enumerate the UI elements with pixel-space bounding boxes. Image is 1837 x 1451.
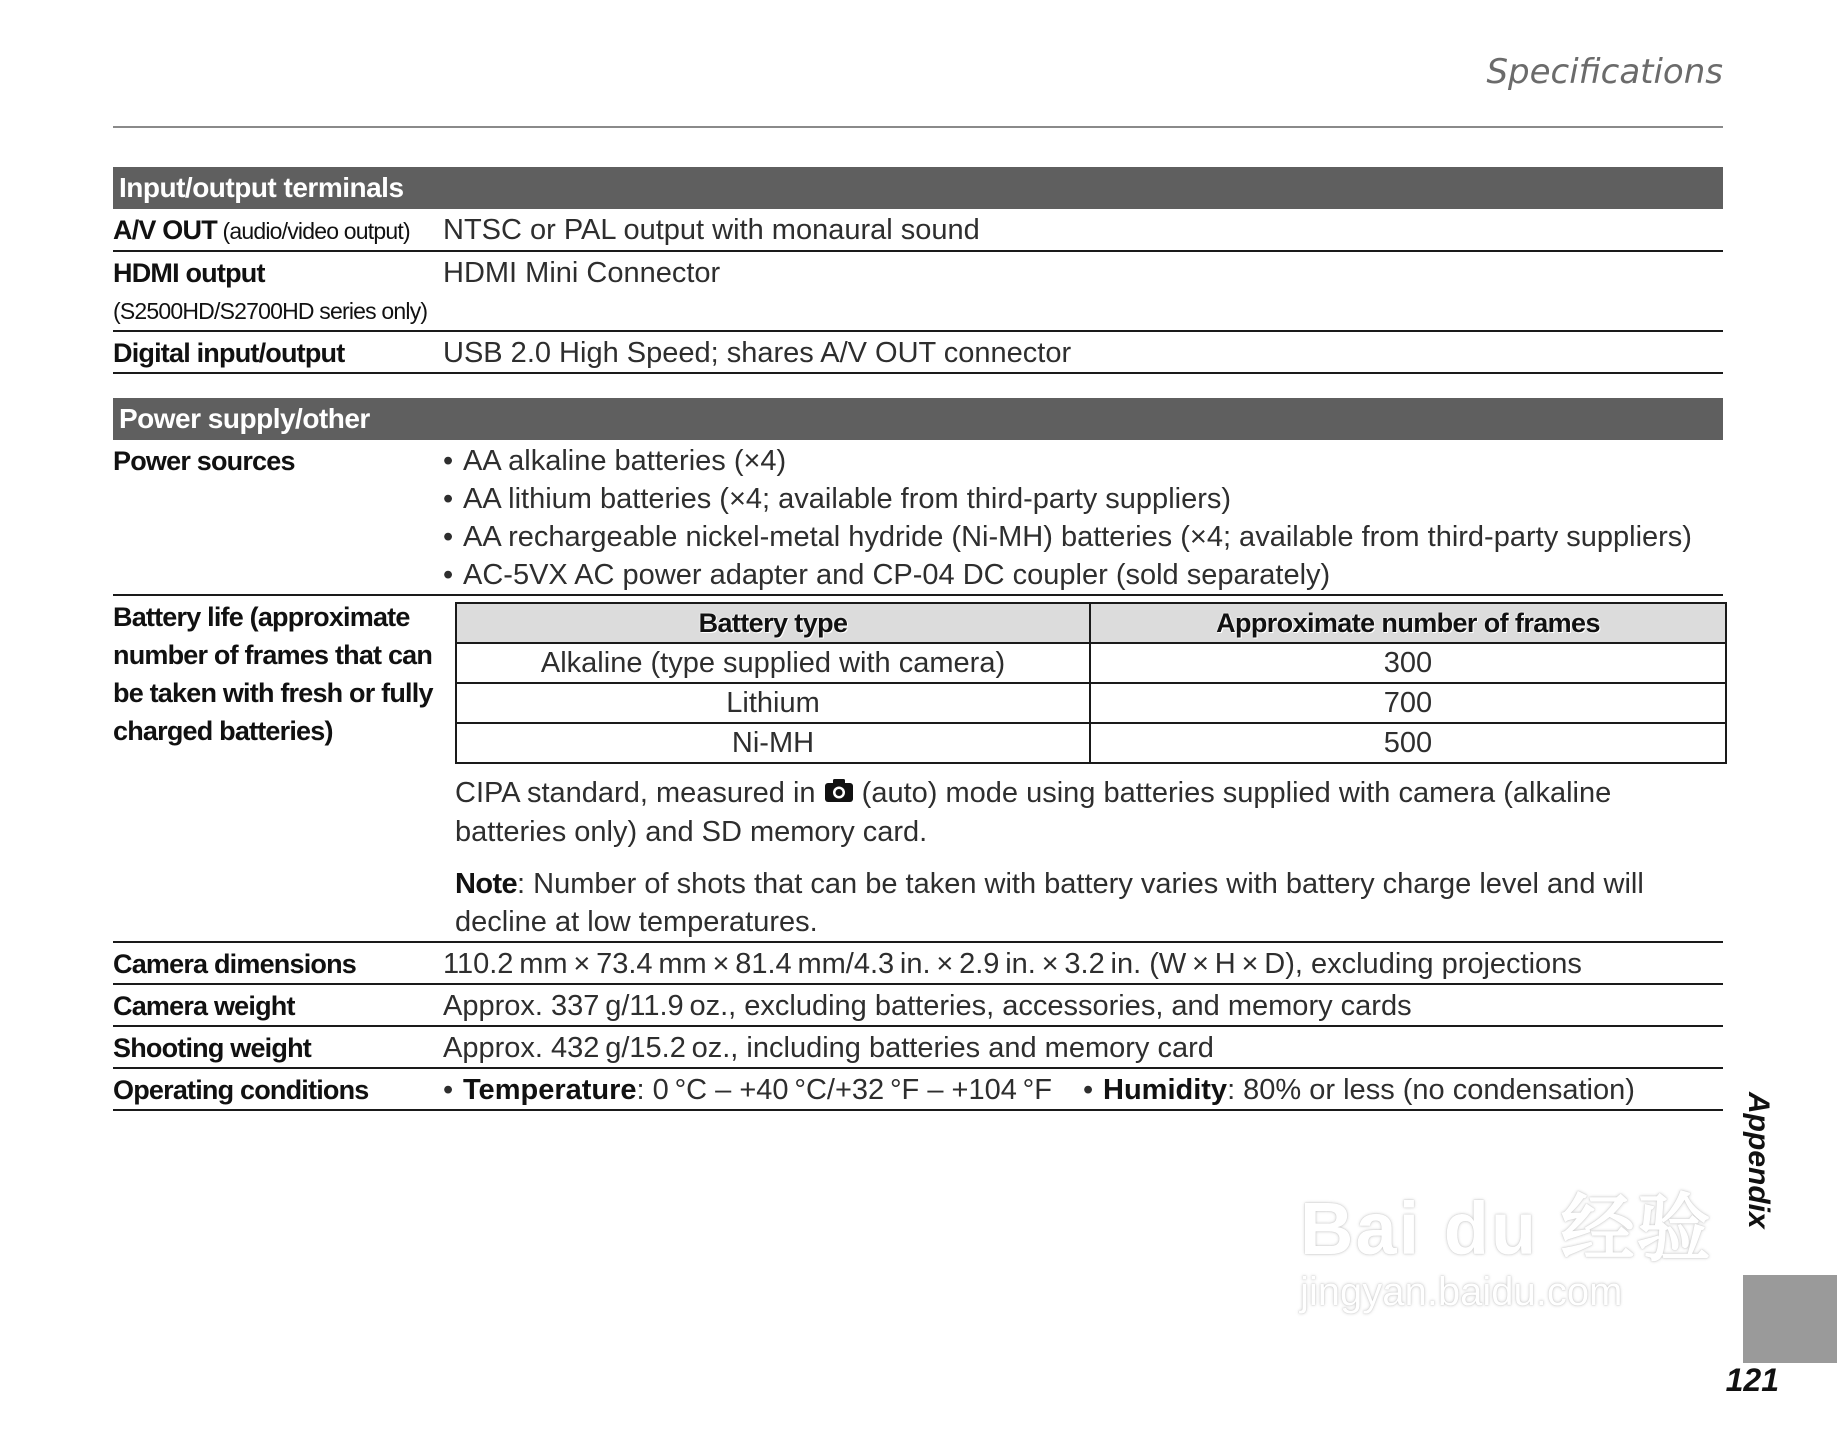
appendix-side-label: Appendix xyxy=(1742,1092,1775,1229)
table-cell: 300 xyxy=(1090,643,1726,683)
spec-label: Operating conditions xyxy=(113,1075,369,1106)
section-heading: Input/output terminals xyxy=(113,167,1723,209)
spec-value: • Temperature: 0 °C – +40 °C/+32 °F – +104 °F • Humidity: 80% or less (no condensation) xyxy=(443,1074,1635,1107)
spec-row-shooting-weight xyxy=(113,1027,1723,1069)
spec-label: Power sources xyxy=(113,446,295,476)
spec-label: Battery life (approximate number of frames that can be taken with fresh or fully charged batteries) xyxy=(113,602,433,746)
table-cell: Alkaline (type supplied with camera) xyxy=(456,643,1090,683)
spec-row-dimensions xyxy=(113,943,1723,985)
power-section xyxy=(113,398,1723,1111)
spec-value: Approx. 337 g/11.9 oz., excluding batteries, accessories, and memory cards xyxy=(443,990,1412,1023)
list-item: • AA alkaline batteries (×4) xyxy=(443,445,787,477)
list-item: • AC-5VX AC power adapter and CP-04 DC coupler (sold separately) xyxy=(443,559,1331,591)
label-main: A/V OUT xyxy=(113,215,217,245)
spec-row-av-out xyxy=(113,209,1723,252)
spec-value: NTSC or PAL output with monaural sound xyxy=(443,214,980,246)
temperature-label: Temperature xyxy=(463,1074,637,1107)
spec-value: HDMI Mini Connector xyxy=(443,257,721,289)
table-row xyxy=(456,683,1726,723)
label-sub: (S2500HD/S2700HD series only) xyxy=(113,298,428,324)
appendix-tab xyxy=(1743,1275,1837,1363)
note-paragraph: Note: Number of shots that can be taken with battery varies with battery charge level and will decline at low temperatures. xyxy=(455,868,1644,939)
spec-row-digital xyxy=(113,332,1723,374)
spec-label: Camera weight xyxy=(113,991,295,1022)
table-row xyxy=(456,643,1726,683)
watermark-brand: Bai du 经验 xyxy=(1300,1187,1713,1270)
watermark xyxy=(1300,1170,1713,1315)
column-header: Approximate number of frames xyxy=(1090,603,1726,643)
battery-table xyxy=(455,602,1727,764)
page-number: 121 xyxy=(1725,1362,1779,1398)
spec-row-battery-life xyxy=(113,596,1723,943)
table-cell: 500 xyxy=(1090,723,1726,763)
table-header-row xyxy=(456,603,1726,643)
label-sub: (audio/video output) xyxy=(216,218,410,244)
label-main: HDMI output xyxy=(113,258,265,288)
spec-value: Approx. 432 g/15.2 oz., including batteries and memory card xyxy=(443,1032,1214,1065)
humidity-label: Humidity xyxy=(1103,1074,1228,1107)
table-cell: Lithium xyxy=(456,683,1090,723)
cipa-paragraph: CIPA standard, measured in (auto) mode using batteries supplied with camera (alkaline batteries only) and SD memory card. xyxy=(455,777,1612,849)
spec-value: USB 2.0 High Speed; shares A/V OUT connector xyxy=(443,337,1072,369)
list-item: • AA rechargeable nickel-metal hydride (Ni-MH) batteries (×4; available from third-party suppliers) xyxy=(443,521,1692,553)
spec-row-power-sources xyxy=(113,440,1723,596)
camera-icon xyxy=(824,775,854,813)
table-cell: 700 xyxy=(1090,683,1726,723)
table-cell: Ni-MH xyxy=(456,723,1090,763)
page-header-title: Specifications xyxy=(1486,52,1723,92)
spec-label: Digital input/output xyxy=(113,338,345,368)
spec-label xyxy=(113,209,443,250)
spec-value xyxy=(455,596,1727,941)
section-heading: Power supply/other xyxy=(113,398,1723,440)
spec-label: Camera dimensions xyxy=(113,949,356,980)
header-rule xyxy=(113,126,1723,128)
spec-row-hdmi xyxy=(113,252,1723,332)
spec-label xyxy=(113,252,443,330)
spec-label: Shooting weight xyxy=(113,1033,311,1064)
spec-value: 110.2 mm × 73.4 mm × 81.4 mm/4.3 in. × 2.9 in. × 3.2 in. (W × H × D), excluding projections xyxy=(443,948,1582,981)
note-label: Note xyxy=(455,868,518,901)
spec-row-operating xyxy=(113,1069,1723,1111)
table-row xyxy=(456,723,1726,763)
watermark-url: jingyan.baidu.com xyxy=(1300,1270,1623,1314)
list-item: • AA lithium batteries (×4; available from third-party suppliers) xyxy=(443,483,1232,515)
io-section xyxy=(113,167,1723,374)
column-header: Battery type xyxy=(456,603,1090,643)
spec-row-weight xyxy=(113,985,1723,1027)
spec-value xyxy=(443,440,1723,594)
